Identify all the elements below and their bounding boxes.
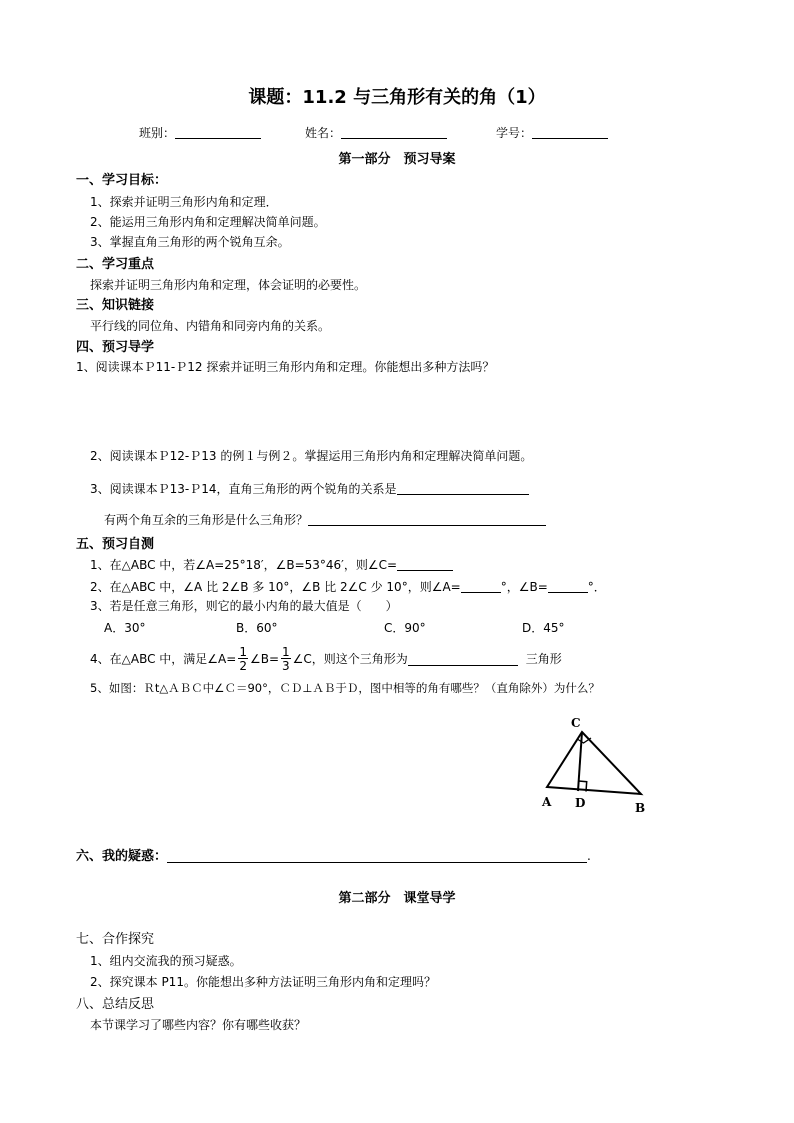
s4-q3b	[104, 513, 546, 526]
triangle-figure	[530, 712, 660, 820]
s5-q2	[90, 580, 606, 593]
s5-q1-blank[interactable]	[397, 558, 453, 571]
s4-heading: 四、预习导学	[76, 340, 155, 355]
class-field	[139, 126, 261, 139]
s6-end: .	[587, 849, 591, 863]
s6-line	[76, 850, 591, 863]
triangle-abc	[547, 732, 641, 794]
s5-q4-text-a: 4、在△ABC 中，满足∠A=	[90, 652, 237, 666]
s1-item: 2、能运用三角形内角和定理解决简单问题。	[90, 215, 326, 229]
s8-text: 本节课学习了哪些内容？你有哪些收获？	[90, 1018, 307, 1032]
name-field	[305, 126, 447, 139]
s6-blank[interactable]	[167, 850, 587, 863]
id-blank[interactable]	[532, 126, 608, 139]
s5-option-d: D．45°	[522, 621, 565, 635]
label-d: D	[575, 796, 586, 810]
s4-q2: 2、阅读课本Ｐ12-Ｐ13 的例１与例２。掌握运用三角形内角和定理解决简单问题。	[90, 449, 533, 463]
s5-q2-text-c: °．	[587, 580, 606, 594]
s5-q4	[90, 641, 562, 677]
s5-q2-text-b: °，∠B=	[500, 580, 548, 594]
s5-q4-text-d: 三角形	[525, 652, 562, 666]
s4-q3-text: 3、阅读课本Ｐ13-Ｐ14，直角三角形的两个锐角的关系是	[90, 482, 397, 496]
name-label: 姓名：	[305, 126, 342, 140]
s4-q3-blank[interactable]	[397, 482, 529, 495]
s5-q1-text: 1、在△ABC 中，若∠A=25°18′，∠B=53°46′，则∠C=	[90, 558, 398, 572]
fraction-half: $\frac{1}{2}$	[239, 645, 247, 673]
label-a: A	[542, 795, 552, 809]
s5-q2-blank-b[interactable]	[548, 580, 588, 593]
s3-text: 平行线的同位角、内错角和同旁内角的关系。	[90, 319, 331, 333]
s3-heading: 三、知识链接	[76, 298, 155, 313]
s4-q3	[90, 482, 529, 495]
s1-heading: 一、学习目标：	[76, 173, 168, 188]
s6-heading: 六、我的疑惑：	[76, 849, 168, 864]
part1-heading: 第一部分 预习导案	[338, 152, 456, 167]
s5-q2-text: 2、在△ABC 中，∠A 比 2∠B 多 10°，∠B 比 2∠C 少 10°，则∠A=	[90, 580, 461, 594]
s2-text: 探索并证明三角形内角和定理，体会证明的必要性。	[90, 278, 367, 292]
s1-item: 3、掌握直角三角形的两个锐角互余。	[90, 235, 290, 249]
s7-item: 2、探究课本 P11。你能想出多种方法证明三角形内角和定理吗？	[90, 975, 436, 989]
name-blank[interactable]	[341, 126, 447, 139]
s5-heading: 五、预习自测	[76, 537, 155, 552]
s5-q2-blank-a[interactable]	[461, 580, 501, 593]
fraction-third: $\frac{1}{3}$	[282, 645, 290, 673]
label-b: B	[635, 801, 646, 815]
s7-item: 1、组内交流我的预习疑惑。	[90, 954, 242, 968]
s2-heading: 二、学习重点	[76, 257, 155, 272]
s5-q4-text-b: ∠B=	[249, 652, 279, 666]
part2-heading: 第二部分 课堂导学	[338, 891, 456, 906]
class-label: 班别：	[139, 126, 176, 140]
label-c: C	[571, 716, 581, 730]
s5-q4-blank[interactable]	[408, 653, 518, 666]
class-blank[interactable]	[175, 126, 261, 139]
s5-option-a: A．30°	[104, 621, 146, 635]
s5-q4-text-c: ∠C，则这个三角形为	[292, 652, 408, 666]
s1-item: 1、探索并证明三角形内角和定理．	[90, 195, 278, 209]
s5-q1	[90, 558, 453, 571]
s4-q3b-text: 有两个角互余的三角形是什么三角形？	[104, 513, 309, 527]
page-title: 课题：11.2 与三角形有关的角（1）	[248, 87, 546, 108]
s4-q3b-blank[interactable]	[308, 513, 546, 526]
id-field	[496, 126, 608, 139]
s5-q3: 3、若是任意三角形，则它的最小内角的最大值是（ ）	[90, 599, 398, 613]
s8-heading: 八、总结反思	[76, 997, 155, 1012]
s5-option-c: C．90°	[384, 621, 426, 635]
s7-heading: 七、合作探究	[76, 932, 155, 947]
id-label: 学号：	[496, 126, 533, 140]
s5-q5: 5、如图：Ｒt△ＡＢＣ中∠Ｃ＝90°，ＣＤ⊥ＡＢ于Ｄ，图中相等的角有哪些？（直角除外）为什么？	[90, 681, 600, 695]
s5-option-b: B．60°	[236, 621, 278, 635]
s4-q1: 1、阅读课本Ｐ11-Ｐ12 探索并证明三角形内角和定理。你能想出多种方法吗？	[76, 360, 495, 374]
